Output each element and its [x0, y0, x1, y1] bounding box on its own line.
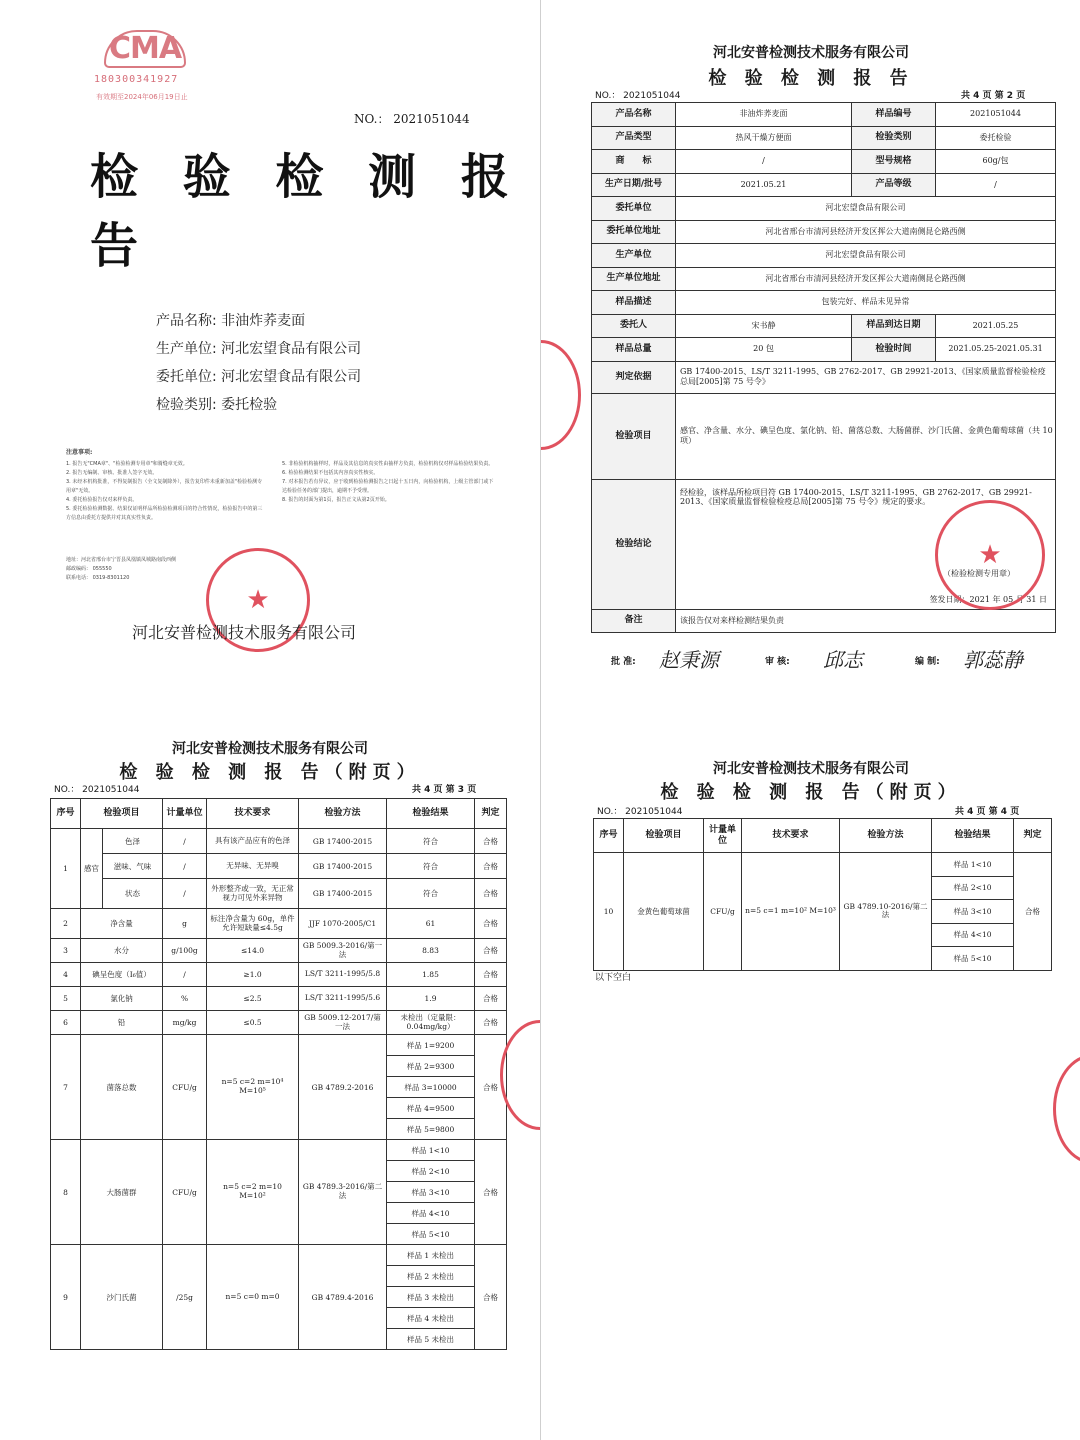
results-table — [50, 798, 507, 1350]
company-header: 河北安普检测技术服务有限公司 — [713, 761, 909, 777]
table-row — [51, 879, 507, 909]
notice-item: 4. 委托检验报告仅对来样负责。 — [66, 497, 138, 503]
label-cell: 检验结论 — [592, 479, 676, 609]
table-row — [51, 1245, 507, 1266]
result-cell: 符合 — [387, 879, 475, 909]
appendix-page-3 — [0, 720, 540, 1440]
result-cell: 样品 2<10 — [932, 876, 1014, 900]
seal-star-icon: ★ — [978, 540, 1002, 570]
table-row — [51, 854, 507, 879]
label-cell: 生产日期/批号 — [592, 173, 676, 197]
report-number: NO.： 2021051044 — [354, 112, 470, 126]
product-name: 产品名称: 非油炸荞麦面 — [156, 313, 306, 329]
unit-cell: CFU/g — [163, 1035, 207, 1140]
requirement-cell: n=5 c=1 m=10² M=10³ — [742, 853, 840, 971]
item-cell: 沙门氏菌 — [81, 1245, 163, 1350]
result-cell: 未检出（定量限：0.04mg/kg） — [387, 1011, 475, 1035]
method-cell: GB 5009.3-2016/第一法 — [299, 939, 387, 963]
requirement-cell: n=5 c=2 m=10⁴ M=10⁵ — [207, 1035, 299, 1140]
requirement-cell: n=5 c=0 m=0 — [207, 1245, 299, 1350]
result-cell: 样品 2<10 — [387, 1161, 475, 1182]
sample-description-cell: 包装完好、样品未见异常 — [676, 291, 1056, 315]
row-number: 8 — [51, 1140, 81, 1245]
header-cell: 判定 — [1014, 819, 1052, 853]
review-label: 审 核: — [765, 657, 790, 667]
label-cell: 检验时间 — [852, 338, 936, 362]
label-cell: 产品等级 — [852, 173, 936, 197]
production-date-cell: 2021.05.21 — [676, 173, 852, 197]
lab-contact — [66, 556, 176, 583]
label-cell: 型号规格 — [852, 150, 936, 174]
item-cell: 大肠菌群 — [81, 1140, 163, 1245]
unit-cell: CFU/g — [163, 1140, 207, 1245]
row-number: 3 — [51, 939, 81, 963]
verdict-cell: 合格 — [475, 1140, 507, 1245]
result-cell: 样品 1 未检出 — [387, 1245, 475, 1266]
approve-label: 批 准: — [611, 657, 636, 667]
table-row — [592, 197, 1056, 221]
model-cell: 60g/包 — [936, 150, 1056, 174]
lab-company-name: 河北安普检测技术服务有限公司 — [132, 623, 357, 642]
result-cell: 1.85 — [387, 963, 475, 987]
table-row — [592, 338, 1056, 362]
table-row — [592, 220, 1056, 244]
method-cell: LS/T 3211-1995/5.6 — [299, 987, 387, 1011]
table-row — [51, 1140, 507, 1161]
producer-address-cell: 河北省邢台市清河县经济开发区挥公大道南侧昆仑路西侧 — [676, 267, 1056, 291]
table-row — [594, 853, 1052, 877]
client-cell: 河北宏望食品有限公司 — [676, 197, 1056, 221]
trademark-cell: / — [676, 150, 852, 174]
label-cell: 样品总量 — [592, 338, 676, 362]
header-cell: 判定 — [475, 799, 507, 829]
label-cell: 委托单位 — [592, 197, 676, 221]
issue-date: 签发日期：2021 年 05 月 31 日 — [929, 594, 1047, 604]
client-person-cell: 宋书静 — [676, 314, 852, 338]
lab-postcode: 邮政编码： 055550 — [66, 566, 112, 572]
cover-page — [0, 0, 540, 720]
company-header: 河北安普检测技术服务有限公司 — [172, 741, 368, 757]
result-cell: 1.9 — [387, 987, 475, 1011]
requirement-cell: 外形整齐或一致，无正常视力可见外来异物 — [207, 879, 299, 909]
verdict-cell: 合格 — [475, 854, 507, 879]
unit-cell: / — [163, 854, 207, 879]
conclusion-text: 经检验，该样品所检项目符 GB 17400-2015、LS/T 3211-1995、GB 2762-2017、GB 29921-2013、《国家质量监督检验检疫总局[2005]第 75 号令》规定的要求。 — [680, 487, 1032, 507]
lab-phone: 联系电话： 0319-8301120 — [66, 575, 130, 581]
method-cell: GB 17400-2015 — [299, 879, 387, 909]
header-cell: 检验结果 — [387, 799, 475, 829]
report-title: 检 验 检 测 报 告（附页） — [660, 782, 962, 803]
verdict-cell: 合格 — [475, 1011, 507, 1035]
result-cell: 样品 4<10 — [932, 923, 1014, 947]
item-cell: 净含量 — [81, 909, 163, 939]
notice-item: 5. 委托检验检测数据、结果仅证明样品所检验检测项目的符合性情况，检验报告中的第三方信息由委托方提供并对其真实性负责。 — [66, 506, 263, 521]
notice-item: 8. 报告的封面为第1页，报告正文从第2页开始。 — [282, 497, 390, 503]
report-number: NO.： 2021051044 — [54, 785, 140, 795]
product-type-cell: 热风干燥方便面 — [676, 126, 852, 150]
item-cell: 氯化钠 — [81, 987, 163, 1011]
report-number: NO.： 2021051044 — [597, 807, 683, 817]
item-cell: 铅 — [81, 1011, 163, 1035]
review-signature: 邱志 — [823, 648, 863, 672]
label-cell: 委托人 — [592, 314, 676, 338]
result-cell: 样品 1<10 — [387, 1140, 475, 1161]
result-cell: 样品 4=9500 — [387, 1098, 475, 1119]
result-cell: 样品 3 未检出 — [387, 1287, 475, 1308]
header-cell: 序号 — [594, 819, 624, 853]
appendix-page-4 — [540, 720, 1080, 1440]
result-cell: 样品 1=9200 — [387, 1035, 475, 1056]
notice-item: 5. 非检验机构抽样时，样品及其信息的真实性由抽样方负责，检验机构仅对样品检验结果负责。 — [282, 461, 494, 467]
unit-cell: CFU/g — [704, 853, 742, 971]
row-number: 1 — [51, 829, 81, 909]
unit-cell: / — [163, 829, 207, 854]
page-indicator: 共 4 页 第 3 页 — [412, 785, 477, 795]
blank-note: 以下空白 — [595, 973, 632, 983]
header-cell: 计量单位 — [704, 819, 742, 853]
test-type-cell: 委托检验 — [936, 126, 1056, 150]
verdict-cell: 合格 — [475, 1245, 507, 1350]
requirement-cell: ≤14.0 — [207, 939, 299, 963]
table-row — [592, 173, 1056, 197]
label-cell: 产品名称 — [592, 103, 676, 127]
verdict-cell: 合格 — [475, 879, 507, 909]
test-time-cell: 2021.05.25-2021.05.31 — [936, 338, 1056, 362]
unit-cell: mg/kg — [163, 1011, 207, 1035]
table-row — [592, 150, 1056, 174]
unit-cell: / — [163, 879, 207, 909]
table-row — [592, 361, 1056, 393]
compile-signature: 郭蕊静 — [963, 648, 1023, 672]
producer-cell: 河北宏望食品有限公司 — [676, 244, 1056, 268]
label-cell: 样品描述 — [592, 291, 676, 315]
item-cell: 菌落总数 — [81, 1035, 163, 1140]
notice-left — [66, 460, 266, 523]
verdict-cell: 合格 — [475, 963, 507, 987]
header-cell: 检验项目 — [81, 799, 163, 829]
table-row — [51, 829, 507, 854]
requirement-cell: n=5 c=2 m=10 M=10² — [207, 1140, 299, 1245]
result-cell: 符合 — [387, 829, 475, 854]
report-main-page — [540, 0, 1080, 720]
verdict-cell: 合格 — [475, 909, 507, 939]
result-cell: 样品 3<10 — [932, 900, 1014, 924]
label-cell: 备注 — [592, 609, 676, 633]
unit-cell: g/100g — [163, 939, 207, 963]
table-row — [592, 291, 1056, 315]
item-cell: 金黄色葡萄球菌 — [624, 853, 704, 971]
row-number: 6 — [51, 1011, 81, 1035]
header-cell: 检验方法 — [840, 819, 932, 853]
verdict-cell: 合格 — [1014, 853, 1052, 971]
notice-item: 6. 检验检测结果不包括其内容真实性核实。 — [282, 470, 379, 476]
table-row — [592, 393, 1056, 479]
header-cell: 检验结果 — [932, 819, 1014, 853]
partial-seal — [1053, 1054, 1080, 1164]
label-cell: 产品类型 — [592, 126, 676, 150]
unit-cell: / — [163, 963, 207, 987]
row-number: 7 — [51, 1035, 81, 1140]
notice-item: 7. 对本报告若有异议，应于收到检验检测报告之日起十五日内，向检验机构，上级主管部门或下达检验任务的部门提出，逾期不予受理。 — [282, 479, 494, 494]
method-cell: GB 5009.12-2017/第一法 — [299, 1011, 387, 1035]
page-indicator: 共 4 页 第 2 页 — [961, 91, 1026, 101]
page-indicator: 共 4 页 第 4 页 — [955, 807, 1020, 817]
label-cell: 生产单位地址 — [592, 267, 676, 291]
table-row — [51, 939, 507, 963]
producer: 生产单位: 河北宏望食品有限公司 — [156, 341, 362, 357]
method-cell: GB 4789.4-2016 — [299, 1245, 387, 1350]
header-cell: 计量单位 — [163, 799, 207, 829]
label-cell: 生产单位 — [592, 244, 676, 268]
result-cell: 样品 5<10 — [932, 947, 1014, 971]
notice-item: 3. 未经本机构批准，不得复制报告（全文复制除外），报告复印件未重新加盖"检验检测专用章"无效。 — [66, 479, 263, 494]
table-header-row — [594, 819, 1052, 853]
verdict-cell: 合格 — [475, 829, 507, 854]
result-cell: 样品 4 未检出 — [387, 1308, 475, 1329]
requirement-cell: ≥1.0 — [207, 963, 299, 987]
result-cell: 样品 5<10 — [387, 1224, 475, 1245]
method-cell: GB 4789.2-2016 — [299, 1035, 387, 1140]
label-cell: 商 标 — [592, 150, 676, 174]
seal-star-icon: ★ — [246, 585, 270, 615]
item-cell: 水分 — [81, 939, 163, 963]
table-row — [592, 314, 1056, 338]
method-cell: GB 4789.10-2016/第二法 — [840, 853, 932, 971]
header-cell: 技术要求 — [742, 819, 840, 853]
cma-valid-date: 有效期至2024年06月19日止 — [96, 93, 188, 101]
header-cell: 序号 — [51, 799, 81, 829]
label-cell: 样品到达日期 — [852, 314, 936, 338]
method-cell: GB 4789.3-2016/第二法 — [299, 1140, 387, 1245]
verdict-cell: 合格 — [475, 1035, 507, 1140]
basis-cell: GB 17400-2015、LS/T 3211-1995、GB 2762-2017、GB 29921-2013、《国家质量监督检验检疫总局[2005]第 75 号令》 — [676, 361, 1056, 393]
result-cell: 8.83 — [387, 939, 475, 963]
report-title: 检 验 检 测 报 告 — [708, 68, 914, 89]
row-number: 5 — [51, 987, 81, 1011]
company-header: 河北安普检测技术服务有限公司 — [713, 45, 909, 61]
result-cell: 样品 3<10 — [387, 1182, 475, 1203]
item-cell: 碘呈色度（I₆值） — [81, 963, 163, 987]
header-cell: 检验方法 — [299, 799, 387, 829]
item-cell: 状态 — [103, 879, 163, 909]
report-title: 检 验 检 测 报 告 — [90, 149, 523, 274]
result-cell: 样品 2=9300 — [387, 1056, 475, 1077]
table-row — [592, 267, 1056, 291]
table-row — [51, 987, 507, 1011]
report-number: NO.： 2021051044 — [595, 91, 681, 101]
verdict-cell: 合格 — [475, 939, 507, 963]
header-cell: 技术要求 — [207, 799, 299, 829]
label-cell: 检验项目 — [592, 393, 676, 479]
table-row — [51, 963, 507, 987]
report-title: 检 验 检 测 报 告（附页） — [119, 762, 421, 783]
result-cell: 样品 5=9800 — [387, 1119, 475, 1140]
client: 委托单位: 河北宏望食品有限公司 — [156, 369, 362, 385]
row-number: 9 — [51, 1245, 81, 1350]
result-cell: 样品 5 未检出 — [387, 1329, 475, 1350]
header-cell: 检验项目 — [624, 819, 704, 853]
table-row — [592, 609, 1056, 633]
unit-cell: g — [163, 909, 207, 939]
quantity-cell: 20 包 — [676, 338, 852, 362]
result-cell: 样品 2 未检出 — [387, 1266, 475, 1287]
test-category: 检验类别: 委托检验 — [156, 397, 278, 413]
requirement-cell: ≤0.5 — [207, 1011, 299, 1035]
method-cell: GB 17400-2015 — [299, 829, 387, 854]
test-items-cell: 感官、净含量、水分、碘呈色度、氯化钠、铅、菌落总数、大肠菌群、沙门氏菌、金黄色葡萄球菌（共 10 项） — [676, 393, 1056, 479]
product-name-cell: 非油炸荞麦面 — [676, 103, 852, 127]
notice-title: 注意事项: — [66, 449, 93, 456]
group-cell: 感官 — [81, 829, 103, 909]
remark-cell: 该报告仅对来样检测结果负责 — [676, 609, 1056, 633]
label-cell: 委托单位地址 — [592, 220, 676, 244]
label-cell: 判定依据 — [592, 361, 676, 393]
row-number: 10 — [594, 853, 624, 971]
unit-cell: /25g — [163, 1245, 207, 1350]
label-cell: 样品编号 — [852, 103, 936, 127]
label-cell: 检验类别 — [852, 126, 936, 150]
item-cell: 滋味、气味 — [103, 854, 163, 879]
inspection-seal — [935, 500, 1045, 610]
approve-signature: 赵秉源 — [659, 648, 719, 672]
table-row — [51, 909, 507, 939]
table-row — [592, 126, 1056, 150]
row-number: 2 — [51, 909, 81, 939]
unit-cell: % — [163, 987, 207, 1011]
table-row — [51, 1011, 507, 1035]
compile-label: 编 制: — [915, 657, 940, 667]
method-cell: JJF 1070-2005/C1 — [299, 909, 387, 939]
notice-right — [282, 460, 494, 505]
requirement-cell: 具有该产品应有的色泽 — [207, 829, 299, 854]
result-cell: 符合 — [387, 854, 475, 879]
table-row — [592, 103, 1056, 127]
table-row — [51, 1035, 507, 1056]
seal-note: （检验检测专用章） — [943, 568, 1015, 578]
notice-item: 2. 报告无编制、审核、批准人签字无效。 — [66, 470, 158, 476]
method-cell: LS/T 3211-1995/5.8 — [299, 963, 387, 987]
row-number: 4 — [51, 963, 81, 987]
requirement-cell: 标注净含量为 60g，单件允许短缺量≤4.5g — [207, 909, 299, 939]
sample-number-cell: 2021051044 — [936, 103, 1056, 127]
requirement-cell: ≤2.5 — [207, 987, 299, 1011]
notice-item: 1. 报告无"CMA章"、"检验检测专用章"和骑缝章无效。 — [66, 461, 188, 467]
arrival-date-cell: 2021.05.25 — [936, 314, 1056, 338]
table-header-row — [51, 799, 507, 829]
grade-cell: / — [936, 173, 1056, 197]
item-cell: 色泽 — [103, 829, 163, 854]
requirement-cell: 无异味、无异嗅 — [207, 854, 299, 879]
partial-seal — [540, 340, 581, 450]
verdict-cell: 合格 — [475, 987, 507, 1011]
cma-number: 180300341927 — [94, 74, 179, 85]
results-table — [593, 818, 1052, 971]
cma-logo-text: CMA — [108, 31, 182, 66]
cma-logo — [104, 30, 186, 68]
client-address-cell: 河北省邢台市清河县经济开发区挥公大道南侧昆仑路西侧 — [676, 220, 1056, 244]
result-cell: 61 — [387, 909, 475, 939]
result-cell: 样品 3=10000 — [387, 1077, 475, 1098]
lab-address: 地址：河北省邢台市宁晋县凤凰镇凤城路南段西侧 — [66, 557, 177, 563]
method-cell: GB 17400-2015 — [299, 854, 387, 879]
result-cell: 样品 1<10 — [932, 853, 1014, 877]
result-cell: 样品 4<10 — [387, 1203, 475, 1224]
table-row — [592, 244, 1056, 268]
